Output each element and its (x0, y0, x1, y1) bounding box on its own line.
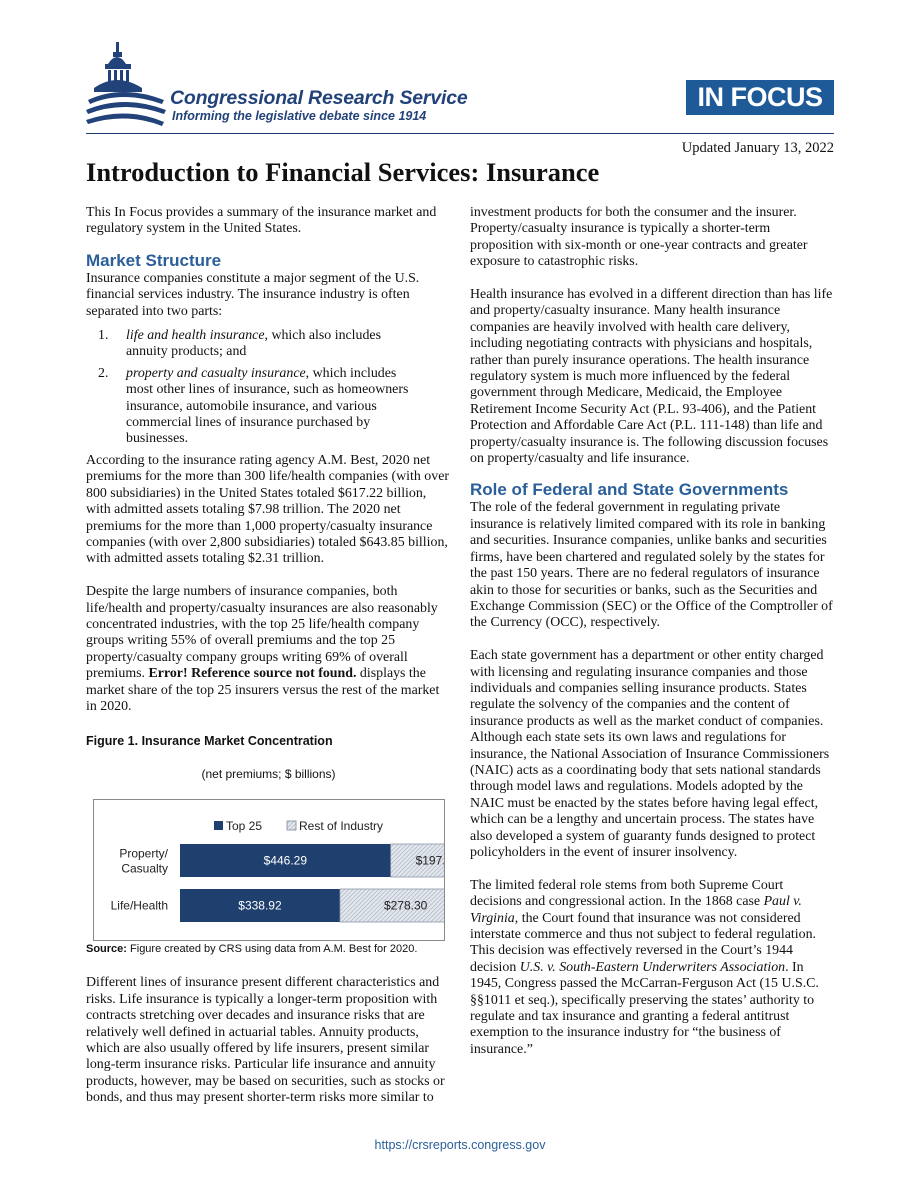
left-column (86, 205, 451, 1123)
figure-1 (86, 733, 451, 957)
insurance-types-list (86, 328, 451, 448)
list-item: 1. life and health insurance, which also includes annuity products; and (98, 328, 382, 360)
data-label-top25: $338.92 (238, 898, 282, 913)
reference-error: Error! Reference source not found. (148, 666, 357, 682)
category-label: Life/Health (110, 898, 168, 913)
investment-paragraph: investment products for both the consumer and the insurer. Property/casualty insurance is typically a shorter-term proposition with six-month or one-year contracts and greater exposure to catastrophic risks. (470, 205, 808, 270)
federal-limits-paragraph: The limited federal role stems from both Supreme Court decisions and congressional action. In the 1868 case Paul v. Virginia, the Court found that insurance was not considered interstate commerce and thus not subject to federal regulation. This decision was effectively reversed in the Court’s 1944 decision U.S. v. South-Eastern Underwriters Association. In 1945, Congress passed the McCarran-Ferguson Act (15 U.S.C. §§1011 et seq.), specifically preserving the states’ authority to regulate and tax insurance and granting a federal antitrust exemption to the insurance industry for “the business of insurance.” (470, 877, 819, 1057)
org-name: Congressional Research Service (170, 87, 468, 109)
figure-subtitle: (net premiums; $ billions) (201, 767, 336, 782)
premiums-paragraph: According to the insurance rating agency A.M. Best, 2020 net premiums for the more than 300 life/health companies (with over 800 subsidiaries) in the United States totaled $617.22 billion, with admitted assets totaling $7.98 trillion. The 2020 net premiums for the more than 1,000 property/casualty insurance companies (with over 2,800 subsidiaries) totaled $643.85 billion, with admitted assets totaling $2.31 trillion. (86, 452, 449, 567)
org-tagline: Informing the legislative debate since 1914 (172, 109, 427, 123)
figure-caption: Figure 1. Insurance Market Concentration (86, 734, 333, 749)
list-item: 2. property and casualty insurance, which includes most other lines of insurance, such as homeowners insurance, automobile insurance, and various commercial lines of insurance purchased by businesses. (98, 365, 409, 447)
in-focus-badge: IN FOCUS (686, 80, 834, 115)
legend-swatch-rest (287, 821, 296, 830)
concentration-paragraph: Despite the large numbers of insurance companies, both life/health and property/casualty insurances are also reasonably concentrated industries, with the top 25 life/health company groups writing 55% of overall premiums and the top 25 property/casualty company groups writing 69% of overall premiums. Error! Reference source not found. displays the market share of the top 25 insurers versus the rest of the market in 2020. (86, 584, 440, 714)
category-label: Property/ (119, 846, 168, 861)
category-label: Casualty (121, 861, 168, 876)
header-rule (86, 133, 834, 134)
legend-swatch-top25 (214, 821, 223, 830)
right-column (470, 205, 835, 1075)
legend-label-rest: Rest of Industry (299, 818, 384, 833)
footer-url[interactable]: https://crsreports.congress.gov (374, 1138, 546, 1152)
market-concentration-chart (94, 800, 444, 940)
lines-of-insurance-paragraph: Different lines of insurance present different characteristics and risks. Life insurance is typically a longer-term proposition with contracts stretching over decades and insurance risks that are relatively well defined in actuarial tables. Annuity products, which are also usually offered by life insurers, present similar long-term insurance risks. Particular life insurance and annuity products, however, may be based on securities, such as stocks or bonds, and thus may present shorter-term risks more similar to (86, 975, 445, 1106)
chart-frame (93, 799, 445, 941)
heading-role-of-governments: Role of Federal and State Governments (470, 480, 789, 500)
market-paragraph: Insurance companies constitute a major segment of the U.S. financial services industry. The insurance industry is often separated into two parts: (86, 270, 420, 319)
updated-date: Updated January 13, 2022 (681, 140, 834, 156)
data-label-rest: $197 (415, 853, 443, 868)
federal-role-paragraph: The role of the federal government in regulating private insurance is relatively limited compared with its role in banking and securities. Insurance companies, unlike banks and securities firms, have been chartered and regulated solely by the states for the past 150 years. There are no federal regulators of insurance akin to those for securities or banks, such as the Securities and Exchange Commission (SEC) or the Office of the Comptroller of the Currency (OCC), respectively. (470, 500, 833, 631)
state-regulation-paragraph: Each state government has a department or other entity charged with licensing and regulating insurance companies and those individuals and companies selling insurance products. States regulate the solvency of the companies and the content of insurance products as well as the market conduct of companies. Although each state sets its own laws and regulations for insurance, the National Association of Insurance Commissioners (NAIC) acts as a coordinating body that sets national standards through model laws and regulations. Models adopted by the NAIC must be enacted by the states before having legal effect, which can be a lengthy and uncertain process. The states have also developed a system of guaranty funds designed to protect policyholders in the event of insurer insolvency. (470, 648, 830, 860)
heading-market-structure: Market Structure (86, 250, 222, 270)
page-title: Introduction to Financial Services: Insurance (86, 157, 600, 187)
intro-paragraph: This In Focus provides a summary of the insurance market and regulatory system in the United States. (86, 205, 437, 237)
legend-label-top25: Top 25 (226, 818, 263, 833)
health-insurance-paragraph: Health insurance has evolved in a different direction than has life and property/casualty insurance. Many health insurance companies are heavily involved with health care delivery, including negotiating contracts with physicians and hospitals, rather than purely insurance operations. The health insurance regulatory system is much more influenced by the federal government through Medicare, Medicaid, the Employee Retirement Income Security Act (P.L. 93-406), and the Patient Protection and Affordable Care Act (P.L. 111-148) than life and property/casualty insurance is. The following discussion focuses on property/casualty and life insurance. (470, 287, 833, 467)
figure-source: Source: Figure created by CRS using data from A.M. Best for 2020. (86, 942, 418, 955)
data-label-top25: $446.29 (263, 853, 308, 868)
data-label-rest: $278.30 (383, 898, 428, 913)
